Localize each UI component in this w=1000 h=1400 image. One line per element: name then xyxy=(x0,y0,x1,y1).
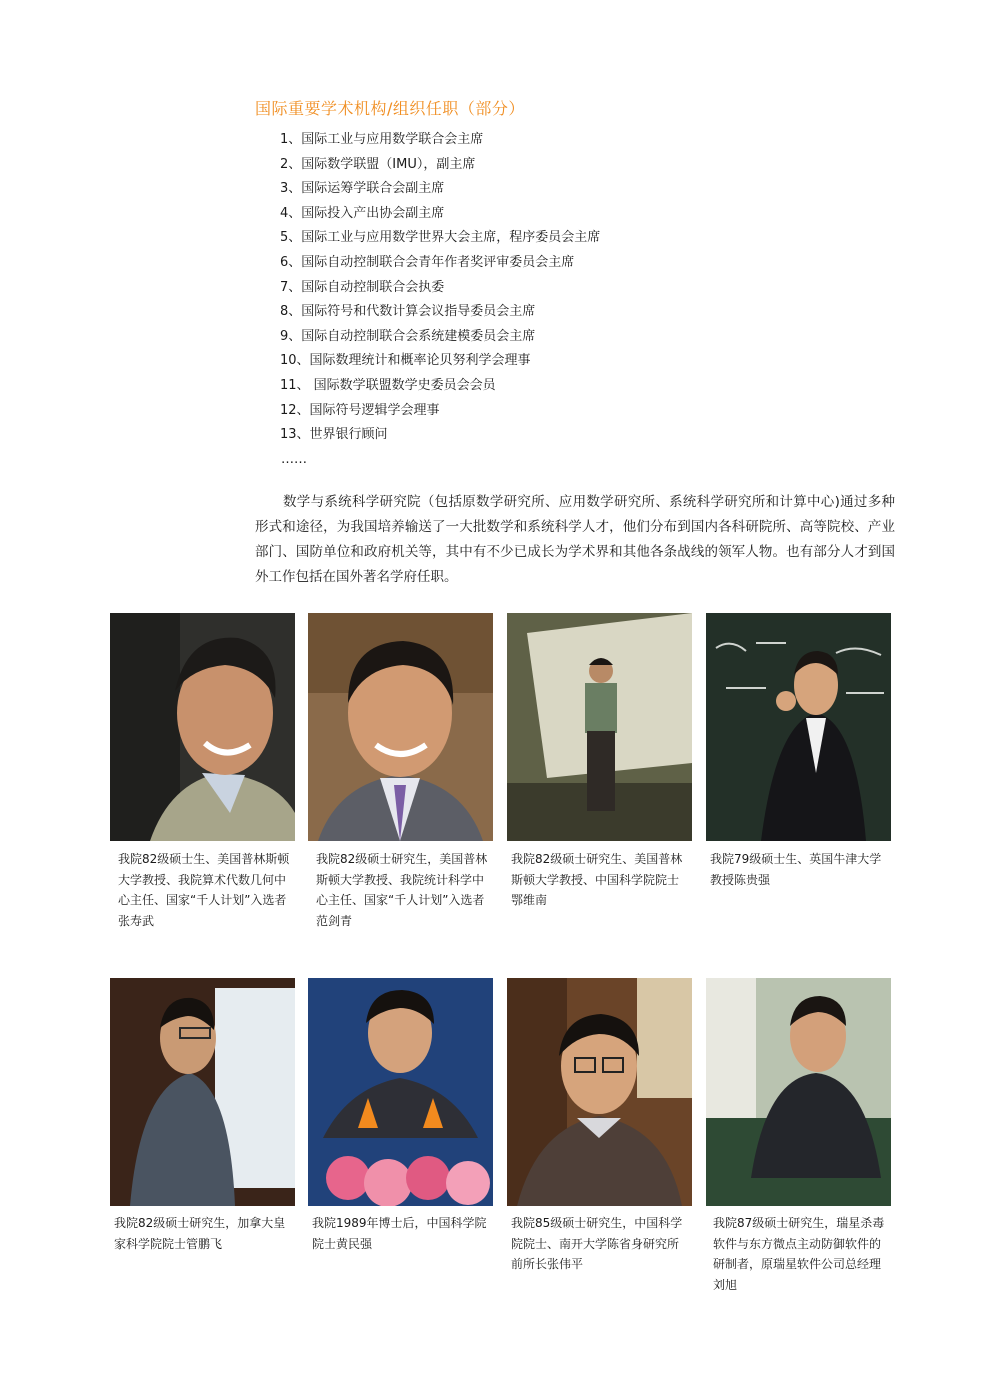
alumni-caption: 我院82级硕士研究生，加拿大皇家科学院院士管鹏飞 xyxy=(114,1216,286,1251)
section-title: 国际重要学术机构/组织任职（部分） xyxy=(255,99,525,118)
list-item: 11、 国际数学联盟数学史委员会会员 xyxy=(280,377,496,393)
alumni-caption: 我院85级硕士研究生，中国科学院院士、南开大学陈省身研究所前所长张伟平 xyxy=(511,1216,683,1271)
alumni-caption: 我院82级硕士生、美国普林斯顿大学教授、我院算术代数几何中心主任、国家“千人计划”入选者张寿武 xyxy=(118,852,290,928)
list-item: 2、国际数学联盟（IMU），副主席 xyxy=(280,156,476,172)
alumni-caption: 我院79级硕士生、英国牛津大学教授陈贵强 xyxy=(710,852,882,887)
alumni-photo xyxy=(308,978,493,1206)
list-item: 7、国际自动控制联合会执委 xyxy=(280,279,445,295)
alumni-caption: 我院82级硕士研究生，美国普林斯顿大学教授、我院统计科学中心主任、国家“千人计划”入选者范剑青 xyxy=(316,852,488,928)
alumni-photo xyxy=(308,613,493,841)
list-item: 13、世界银行顾问 xyxy=(280,427,388,443)
positions-list xyxy=(280,128,600,448)
alumni-caption: 我院1989年博士后，中国科学院院士黄民强 xyxy=(312,1216,487,1251)
list-item: 12、国际符号逻辑学会理事 xyxy=(280,402,440,418)
alumni-caption: 我院87级硕士研究生，瑞星杀毒软件与东方微点主动防御软件的研制者，原瑞星软件公司总经理刘旭 xyxy=(713,1216,885,1292)
list-item: 8、国际符号和代数计算会议指导委员会主席 xyxy=(280,304,536,320)
intro-paragraph: 数学与系统科学研究院（包括原数学研究所、应用数学研究所、系统科学研究所和计算中心)通过多种形式和途径，为我国培养输送了一大批数学和系统科学人才，他们分布到国内各科研院所、高等院校、产业部门、国防单位和政府机关等，其中有不少已成长为学术界和其他各条战线的领军人物。也有部分人才到国外工作包括在国外著名学府任职。 xyxy=(255,494,895,585)
alumni-photo xyxy=(706,978,891,1206)
alumni-photo xyxy=(706,613,891,841)
list-item: 5、国际工业与应用数学世界大会主席，程序委员会主席 xyxy=(280,230,601,246)
alumni-photo xyxy=(110,978,295,1206)
list-ellipsis: …… xyxy=(281,452,307,467)
list-item: 1、国际工业与应用数学联合会主席 xyxy=(280,132,484,147)
list-item: 10、国际数理统计和概率论贝努利学会理事 xyxy=(280,353,531,369)
list-item: 4、国际投入产出协会副主席 xyxy=(280,205,445,221)
list-item: 3、国际运筹学联合会副主席 xyxy=(280,181,445,197)
alumni-photo xyxy=(110,613,295,841)
alumni-photo xyxy=(507,613,692,841)
list-item: 9、国际自动控制联合会系统建模委员会主席 xyxy=(280,328,536,344)
alumni-photo xyxy=(507,978,692,1206)
alumni-caption: 我院82级硕士研究生、美国普林斯顿大学教授、中国科学院院士鄂维南 xyxy=(511,852,683,907)
list-item: 6、国际自动控制联合会青年作者奖评审委员会主席 xyxy=(280,254,575,270)
